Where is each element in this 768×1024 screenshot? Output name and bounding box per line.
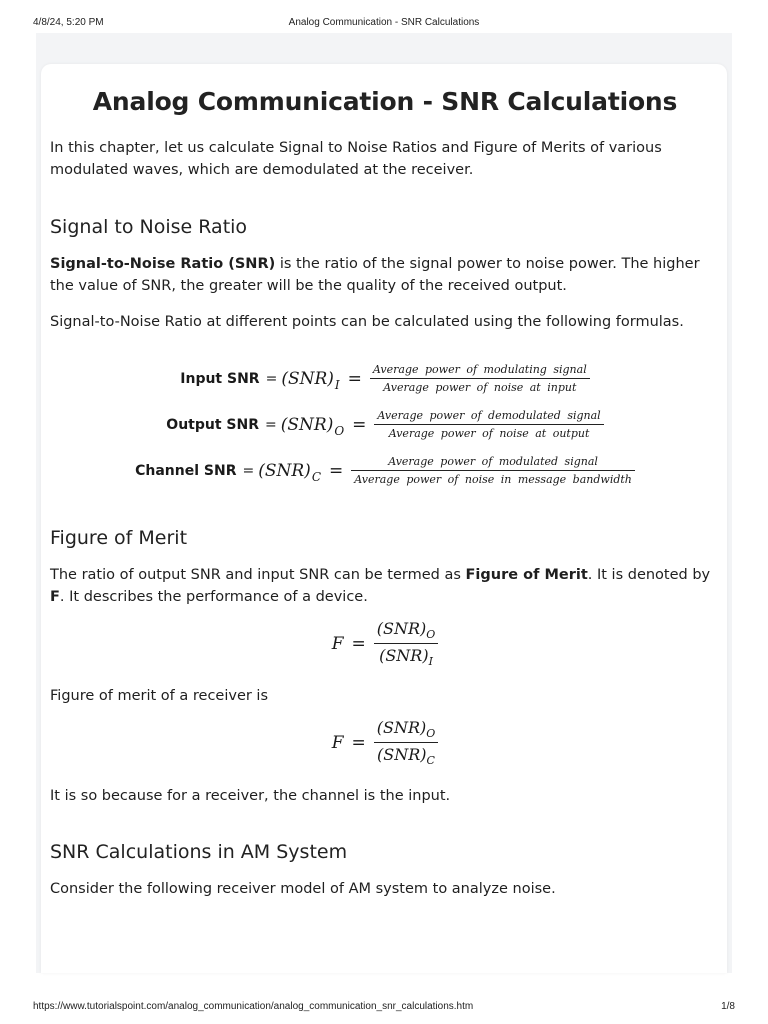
output-snr-formula: [50, 409, 720, 440]
print-date: 4/8/24, 5:20 PM: [33, 17, 104, 28]
print-header: [0, 0, 768, 32]
input-snr-fraction-bar: [370, 378, 590, 379]
fom-term: Figure of Merit: [465, 567, 588, 583]
input-snr-lhs: (SNR) I =: [281, 368, 362, 392]
input-snr-denominator: Average power of noise at input: [383, 381, 577, 394]
receiver-fom-denominator: $(SNR)_C$: [377, 745, 435, 768]
receiver-fom-formula: [50, 718, 720, 767]
fom-text-c: . It describes the performance of a device.: [59, 589, 368, 605]
channel-snr-lhs: (SNR) C =: [258, 460, 344, 484]
output-snr-lhs: (SNR) O =: [280, 414, 367, 438]
fom-fraction: [374, 619, 439, 668]
output-snr-eq: =: [265, 416, 277, 433]
output-snr-symbol: (SNR): [280, 414, 334, 435]
receiver-fom-fraction: [374, 718, 439, 767]
article-card: [41, 64, 727, 973]
snr-formulas-intro: Signal-to-Noise Ratio at different points can be calculated using the following formulas.: [50, 314, 684, 330]
fom-numerator: $(SNR)_O$: [376, 619, 436, 642]
output-snr-numerator: Average power of demodulated signal: [377, 409, 601, 422]
page-title: Analog Communication - SNR Calculations: [92, 87, 678, 116]
input-snr-eq: =: [265, 370, 278, 387]
figure-of-merit-formula: [50, 619, 720, 668]
channel-snr-label: Channel SNR: [135, 462, 237, 479]
input-snr-label: Input SNR: [180, 370, 260, 387]
snr-definition-text: is the ratio of the signal power to noise power. The higher the value of SNR, the greater will be the quality of the received output.: [50, 256, 700, 294]
input-snr-sub: I: [334, 377, 340, 392]
input-snr-numerator: Average power of modulating signal: [372, 363, 587, 376]
receiver-fom-lhs: F =: [331, 732, 366, 753]
fom-fraction-bar: [374, 643, 439, 644]
channel-snr-formula: [50, 455, 720, 486]
intro-paragraph: In this chapter, let us calculate Signal to Noise Ratios and Figure of Merits of various modulated waves, which are demodulated at the receiver.: [50, 140, 662, 178]
fom-formula-lhs: F =: [331, 633, 366, 654]
output-snr-label: Output SNR: [166, 416, 259, 433]
output-snr-fraction-bar: [374, 424, 603, 425]
output-snr-sub: O: [334, 423, 345, 438]
input-snr-formula: [50, 363, 720, 394]
receiver-fom-fraction-bar: [374, 742, 439, 743]
section-heading-snr: Signal to Noise Ratio: [50, 216, 248, 238]
channel-snr-denominator: Average power of noise in message bandwidth: [354, 473, 632, 486]
channel-snr-symbol: (SNR): [258, 460, 311, 481]
fom-denominator: $(SNR)_I$: [379, 646, 433, 669]
channel-snr-fraction: [351, 455, 635, 486]
receiver-fom-f-symbol: F: [331, 732, 344, 753]
am-receiver-model-paragraph: Consider the following receiver model of AM system to analyze noise.: [50, 881, 556, 897]
output-snr-denominator: Average power of noise at output: [388, 427, 590, 440]
snr-definition-paragraph: [50, 253, 720, 297]
channel-snr-numerator: Average power of modulated signal: [388, 455, 598, 468]
print-url: https://www.tutorialspoint.com/analog_communication/analog_communication_snr_calculations.htm: [33, 1001, 474, 1012]
section-heading-figure-of-merit: Figure of Merit: [50, 527, 188, 549]
fom-text-b: . It is denoted by: [587, 567, 711, 583]
page-number: 1/8: [721, 1001, 735, 1012]
receiver-fom-intro: Figure of merit of a receiver is: [50, 688, 269, 704]
input-snr-fraction: [370, 363, 590, 394]
receiver-fom-numerator: $(SNR)_O$: [376, 718, 436, 741]
fom-f-symbol: F: [331, 633, 344, 654]
print-title: Analog Communication - SNR Calculations: [288, 17, 480, 28]
receiver-channel-note: It is so because for a receiver, the channel is the input.: [50, 788, 451, 804]
channel-snr-sub: C: [311, 469, 321, 484]
output-snr-fraction: [374, 409, 603, 440]
snr-term: Signal-to-Noise Ratio (SNR): [50, 256, 276, 272]
fom-text-a: The ratio of output SNR and input SNR can be termed as: [50, 567, 466, 583]
input-snr-symbol: (SNR): [281, 368, 334, 389]
figure-of-merit-paragraph: [50, 564, 720, 608]
section-heading-am-snr: SNR Calculations in AM System: [50, 841, 348, 863]
print-footer: [0, 984, 768, 1024]
channel-snr-eq: =: [242, 462, 255, 479]
channel-snr-fraction-bar: [351, 470, 635, 471]
fom-symbol: F: [50, 589, 60, 605]
